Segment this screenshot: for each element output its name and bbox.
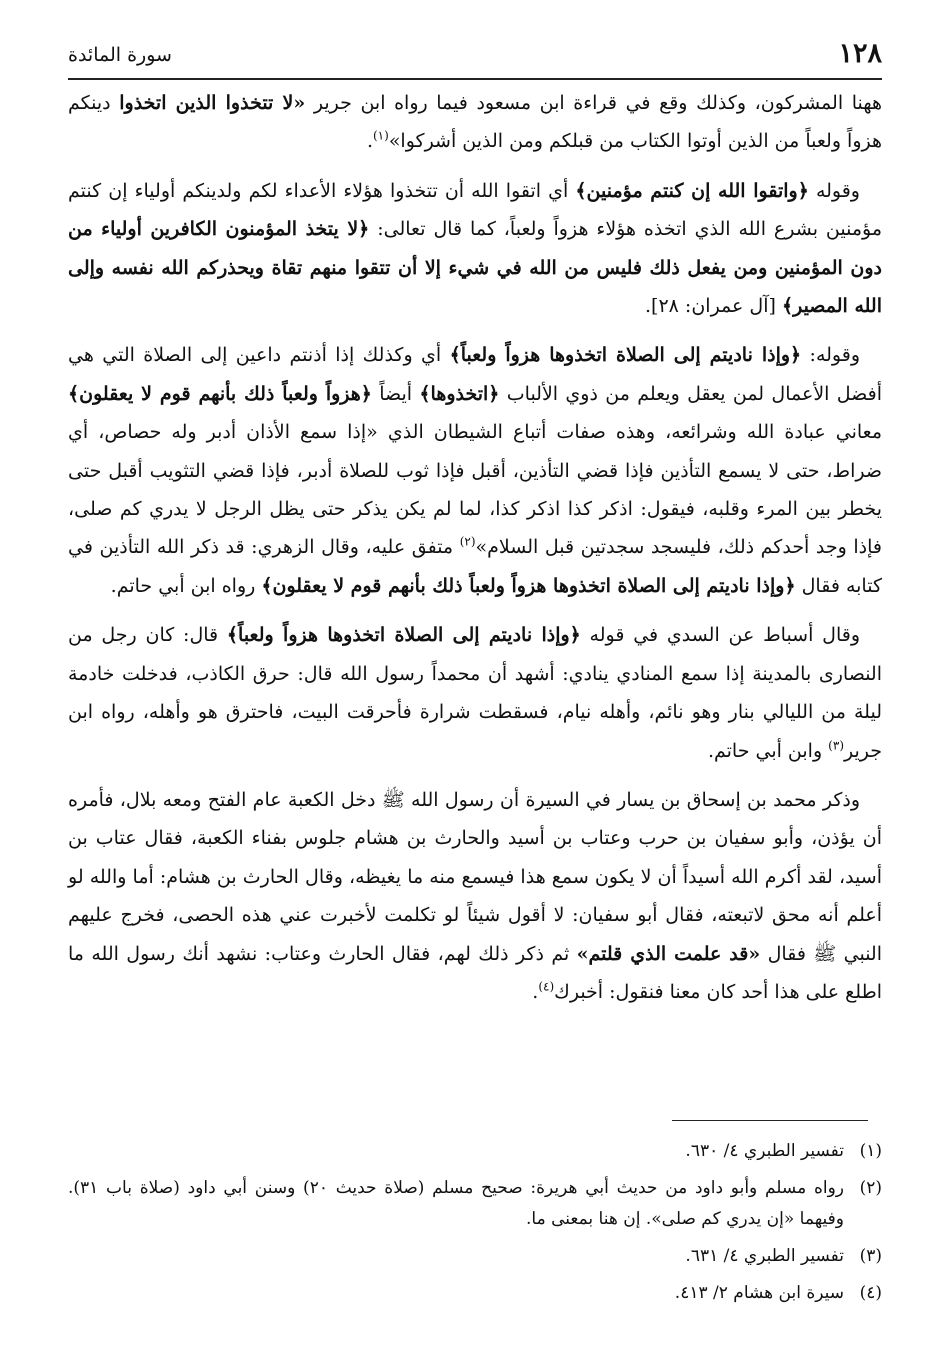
- footnote-ref-4: (٤): [538, 979, 555, 994]
- footnote-item: [68, 1173, 882, 1235]
- footnote-ref-3: (٣): [828, 738, 844, 753]
- text-run: .: [532, 980, 539, 1003]
- text-run: معاني عبادة الله وشرائعه، وهذه صفات أتباع الشيطان الذي «إذا سمع الأذان أدبر وله حصاص، أي ضراط، حتى لا يسمع التأذين فإذا قضي التأذين، أقبل فإذا ثوب للصلاة أدبر، فإذا قضي التثويب أقبل حتى يخطر بين المرء وقلبه، فيقول: اذكر كذا اذكر كذا، لما لم يكن يذكر حتى يظل الرجل لا يدري كم صلى، فإذا وجد أحدكم ذلك، فليسجد سجدتين قبل السلام»: [68, 421, 882, 559]
- footnote-item: [68, 1278, 882, 1309]
- text-run: وقوله: [808, 179, 860, 202]
- footnote-divider: [672, 1120, 868, 1121]
- page-number: ١٢٨: [838, 38, 882, 69]
- header-divider: [68, 78, 882, 80]
- text-run: ههنا المشركون، وكذلك وقع في قراءة ابن مسعود فيما رواه ابن جرير: [305, 92, 883, 114]
- footnotes: [68, 1136, 882, 1315]
- text-run: وذكر محمد بن إسحاق بن يسار في السيرة أن رسول الله ﷺ دخل الكعبة عام الفتح ومعه بلال، فأمره أن يؤذن، وأبو سفيان بن حرب وعتاب بن أسيد والحارث بن هشام جلوس بفناء الكعبة، فقال عتاب بن أسيد، لقد أكرم الله أسيداً أن لا يكون سمع هذا فيسمع منه ما يغيظه، وقال الحارث بن هشام: أما والله لو أعلم أنه محق لاتبعته، فقال أبو سفيان: لا أقول شيئاً لو تكلمت لأخبرت عني هذه الحصى، فخرج عليهم النبي ﷺ فقال: [68, 788, 882, 965]
- paragraph-4: [68, 616, 882, 770]
- paragraph-2: [68, 172, 882, 326]
- paragraph-1: [68, 84, 882, 161]
- quran-verse: ﴿وإذا ناديتم إلى الصلاة اتخذوها هزواً ولعباً ذلك بأنهم قوم لا يعقلون﴾: [261, 574, 796, 597]
- footnote-text: تفسير الطبري ٤/ ٦٣١.: [685, 1246, 844, 1266]
- text-run: وقال أسباط عن السدي في قوله: [580, 624, 860, 647]
- footnote-item: [68, 1136, 882, 1167]
- footnote-text: سيرة ابن هشام ٢/ ٤١٣.: [674, 1283, 844, 1303]
- quran-verse: ﴿وإذا ناديتم إلى الصلاة اتخذوها هزواً ولعباً﴾: [449, 344, 802, 367]
- paragraph-5: [68, 781, 882, 1011]
- text-run: متفق عليه، وقال الزهري: قد ذكر الله التأذين في كتابه فقال: [68, 536, 882, 597]
- main-text: [68, 84, 882, 1022]
- quran-verse: ﴿وإذا ناديتم إلى الصلاة اتخذوها هزواً ولعباً﴾: [226, 624, 581, 647]
- text-run: أيضاً: [371, 382, 420, 405]
- bold-quote: «قد علمت الذي قلتم»: [576, 942, 761, 965]
- text-run: أي اتقوا الله أن تتخذوا هؤلاء الأعداء لكم ولدينكم أولياء إن كنتم مؤمنين بشرع الله الذي اتخذه هؤلاء هزواً ولعباً، كما قال تعالى:: [68, 179, 883, 241]
- text-run: وابن أبي حاتم.: [707, 739, 829, 762]
- text-run: ثم ذكر ذلك لهم، فقال الحارث وعتاب: نشهد أنك رسول الله ما اطلع على هذا أحد كان معنا فنقول: أخبرك: [68, 942, 882, 1003]
- text-run: دينكم هزواً ولعباً من الذين أوتوا الكتاب من قبلكم ومن الذين أشركوا»: [68, 92, 882, 153]
- text-run: وقوله:: [801, 344, 860, 367]
- footnote-item: [68, 1241, 882, 1272]
- footnote-text: تفسير الطبري ٤/ ٦٣٠.: [685, 1141, 844, 1161]
- footnote-number: (٤): [859, 1283, 882, 1303]
- text-run: أي وكذلك إذا أذنتم داعين إلى الصلاة التي هي أفضل الأعمال لمن يعقل ويعلم من ذوي الألباب: [68, 344, 882, 405]
- footnote-number: (١): [859, 1141, 882, 1161]
- footnote-ref-2: (٢): [459, 535, 476, 550]
- footnote-text: رواه مسلم وأبو داود من حديث أبي هريرة: صحيح مسلم (صلاة حديث ٢٠) وسنن أبي داود (صلاة باب ٣١). وفيهما «إن يدري كم صلى». إن هنا بمعنى ما.: [68, 1178, 845, 1229]
- running-title: سورة المائدة: [68, 44, 172, 66]
- text-run: .: [366, 130, 373, 153]
- paragraph-3: [68, 336, 882, 605]
- text-run: [آل عمران: ٢٨].: [645, 295, 782, 318]
- footnote-number: (٢): [859, 1178, 882, 1198]
- footnote-number: (٣): [859, 1246, 882, 1266]
- quran-verse: ﴿هزواً ولعباً ذلك بأنهم قوم لا يعقلون﴾: [68, 382, 372, 405]
- quran-verse: ﴿اتخذوها﴾: [419, 382, 500, 405]
- page-header: [68, 36, 882, 76]
- quran-verse: ﴿واتقوا الله إن كنتم مؤمنين﴾: [575, 179, 809, 202]
- text-run: قال: كان رجل من النصارى بالمدينة إذا سمع المنادي ينادي: أشهد أن محمداً رسول الله قال: حرق الكاذب، فدخلت خادمة ليلة من الليالي بنار وهو نائم، وأهله نيام، فسقطت شرارة فأحرقت البيت، فاحترق هو وأهله، رواه ابن جرير: [68, 624, 882, 762]
- quran-verse: ﴿لا يتخذ المؤمنون الكافرين أولياء من دون المؤمنين ومن يفعل ذلك فليس من الله في شيء إلا أن تتقوا منهم تقاة ويحذركم الله نفسه وإلى الله المصير﴾: [68, 218, 882, 318]
- footnote-ref-1: (١): [372, 129, 389, 144]
- text-run: رواه ابن أبي حاتم.: [110, 574, 262, 597]
- bold-quote: «لا تتخذوا الذين اتخذوا: [119, 92, 306, 114]
